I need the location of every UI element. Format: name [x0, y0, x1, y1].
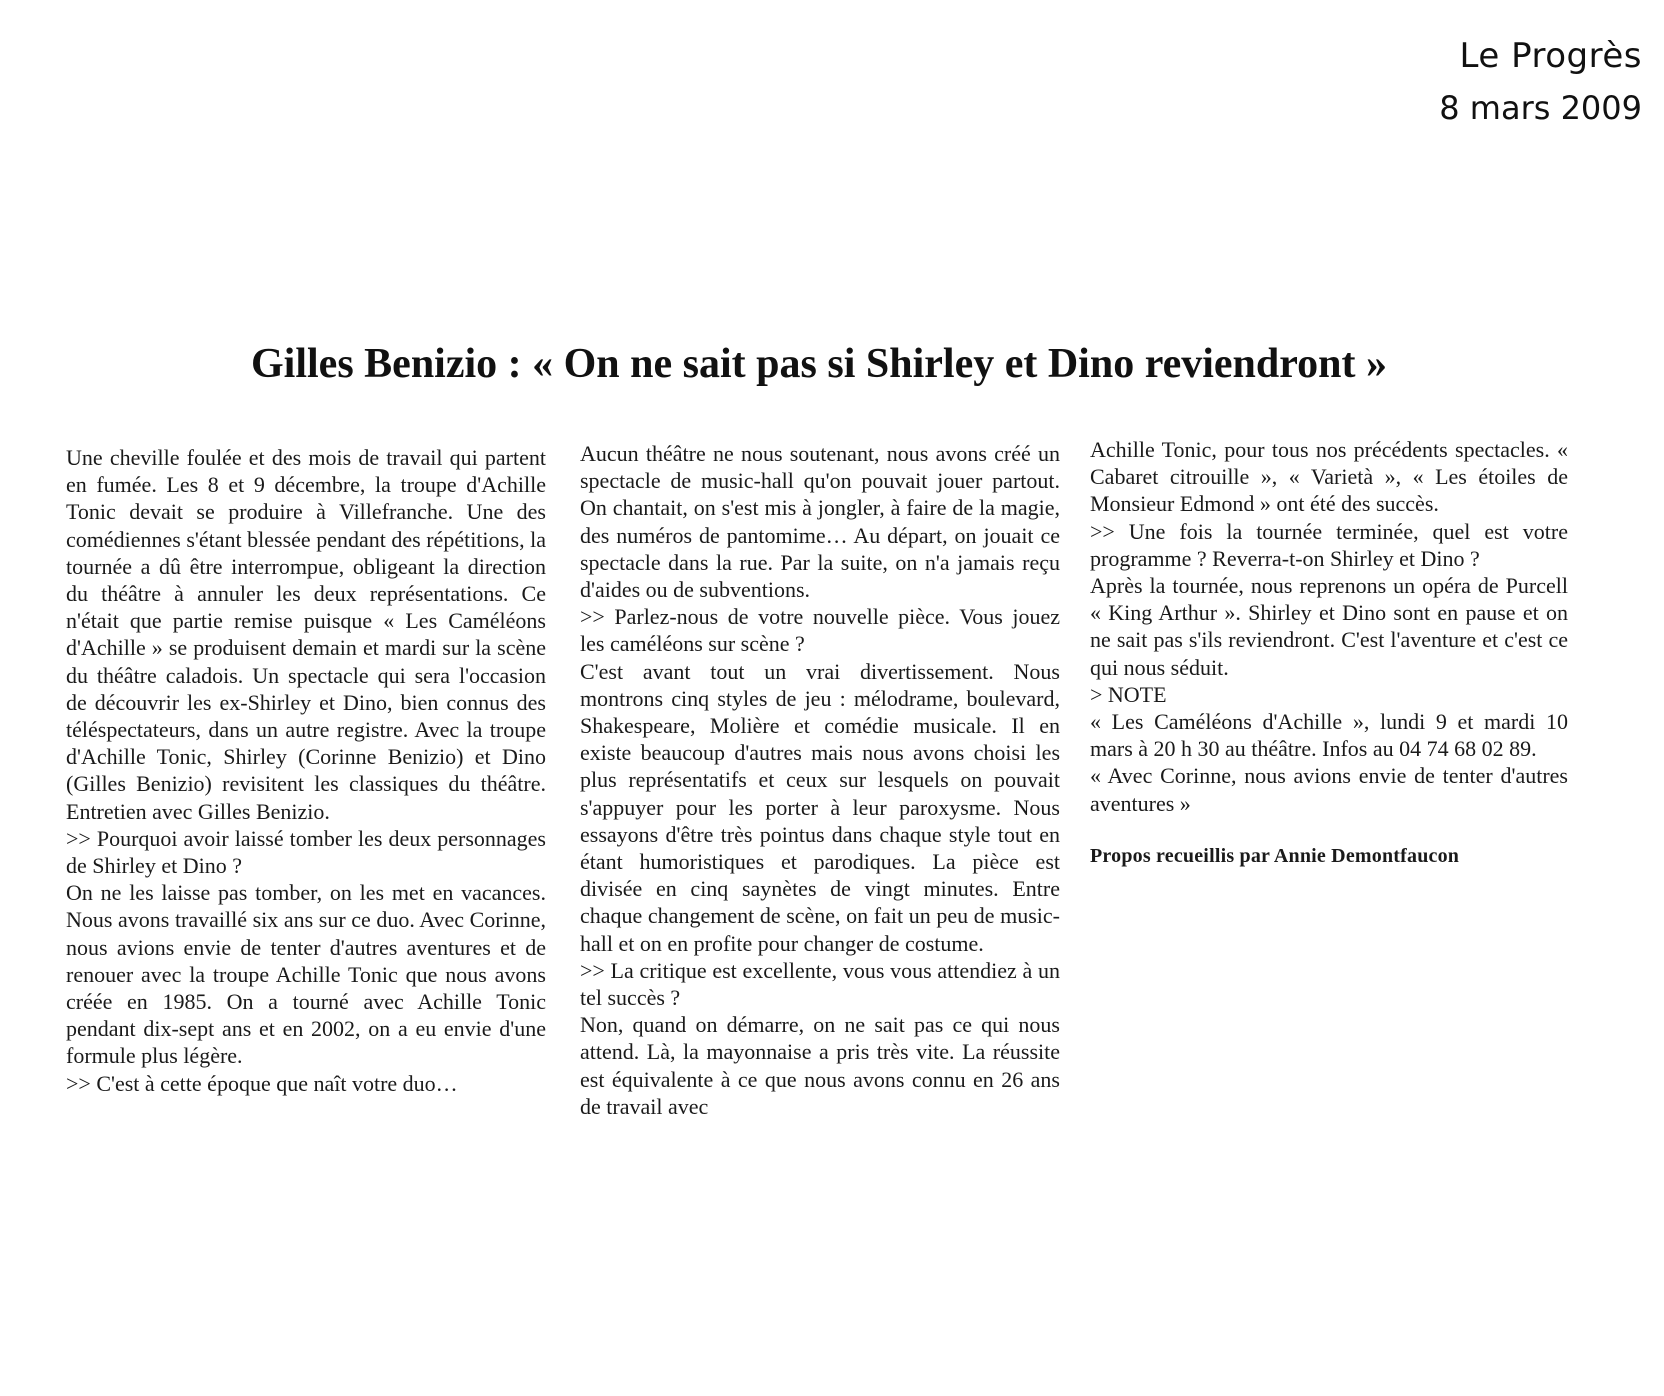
- article-column-2: [580, 440, 1060, 1120]
- interview-question: >> Parlez-nous de votre nouvelle pièce. Vous jouez les caméléons sur scène ?: [580, 604, 1060, 657]
- interview-question: >> C'est à cette époque que naît votre duo…: [66, 1070, 458, 1096]
- masthead: [1439, 30, 1642, 134]
- byline: Propos recueillis par Annie Demontfaucon: [1090, 844, 1460, 867]
- interview-question: >> La critique est excellente, vous vous attendiez à un tel succès ?: [580, 957, 1060, 1011]
- interview-answer: Non, quand on démarre, on ne sait pas ce qui nous attend. Là, la mayonnaise a pris très vite. La réussite est équivalente à ce que nous avons connu en 26 ans de travail avec: [580, 1012, 1060, 1119]
- interview-answer: Aucun théâtre ne nous soutenant, nous avons créé un spectacle de music-hall qu'on pouvait jouer partout. On chantait, on s'est mis à jongler, à faire de la magie, des numéros de pantomime… Au départ, on jouait ce spectacle dans la rue. Par la suite, on n'a jamais reçu d'aides ou de subventions.: [580, 441, 1060, 603]
- pull-quote: « Avec Corinne, nous avions envie de tenter d'autres aventures »: [1090, 763, 1568, 816]
- note-heading: > NOTE: [1090, 681, 1167, 707]
- interview-answer: On ne les laisse pas tomber, on les met en vacances. Nous avons travaillé six ans sur ce duo. Avec Corinne, nous avions envie de tenter d'autres aventures et de renouer avec la troupe Achille Tonic que nous avons créée en 1985. On a tourné avec Achille Tonic pendant dix-sept ans et en 2002, on a eu envie d'une formule plus légère.: [66, 880, 546, 1069]
- intro-paragraph: Une cheville foulée et des mois de travail qui partent en fumée. Les 8 et 9 décembre, la troupe d'Achille Tonic devait se produire à Villefranche. Une des comédiennes s'étant blessée pendant des répétitions, la tournée a dû être interrompue, obligeant la direction du théâtre à annuler les deux représentations. Ce n'était que partie remise puisque « Les Caméléons d'Achille » se produisent demain et mardi sur la scène du théâtre caladois. Un spectacle qui sera l'occasion de découvrir les ex-Shirley et Dino, bien connus des téléspectateurs, dans un autre registre. Avec la troupe d'Achille Tonic, Shirley (Corinne Benizio) et Dino (Gilles Benizio) revisitent les classiques du théâtre. Entretien avec Gilles Benizio.: [66, 445, 546, 824]
- interview-question: >> Une fois la tournée terminée, quel est votre programme ? Reverra-t-on Shirley et Dino ?: [1090, 518, 1568, 571]
- article-column-1: [66, 444, 546, 1097]
- interview-answer: Achille Tonic, pour tous nos précédents spectacles. « Cabaret citrouille », « Varietà », « Les étoiles de Monsieur Edmond » ont été des succès.: [1090, 437, 1568, 517]
- article-column-3: [1090, 436, 1568, 870]
- article-headline: Gilles Benizio : « On ne sait pas si Shirley et Dino reviendront »: [251, 341, 1387, 387]
- newspaper-name: Le Progrès: [1459, 36, 1642, 76]
- interview-question: >> Pourquoi avoir laissé tomber les deux personnages de Shirley et Dino ?: [66, 825, 546, 879]
- interview-answer: Après la tournée, nous reprenons un opéra de Purcell « King Arthur ». Shirley et Dino sont en pause et on ne sait pas s'ils reviendront. C'est l'aventure et c'est ce qui nous séduit.: [1090, 573, 1568, 680]
- note-text: « Les Caméléons d'Achille », lundi 9 et mardi 10 mars à 20 h 30 au théâtre. Infos au 04 74 68 02 89.: [1090, 709, 1568, 762]
- interview-answer: C'est avant tout un vrai divertissement. Nous montrons cinq styles de jeu : mélodrame, boulevard, Shakespeare, Molière et comédie musicale. Il en existe beaucoup d'autres mais nous avons choisi les plus représentatifs et ceux sur lesquels on pouvait s'appuyer pour les porter à leur paroxysme. Nous essayons d'être très pointus dans chaque style tout en étant humoristiques et parodiques. La pièce est divisée en cinq saynètes de vingt minutes. Entre chaque changement de scène, on fait un peu de music-hall et on en profite pour changer de costume.: [580, 658, 1060, 956]
- publication-date: 8 mars 2009: [1439, 89, 1642, 127]
